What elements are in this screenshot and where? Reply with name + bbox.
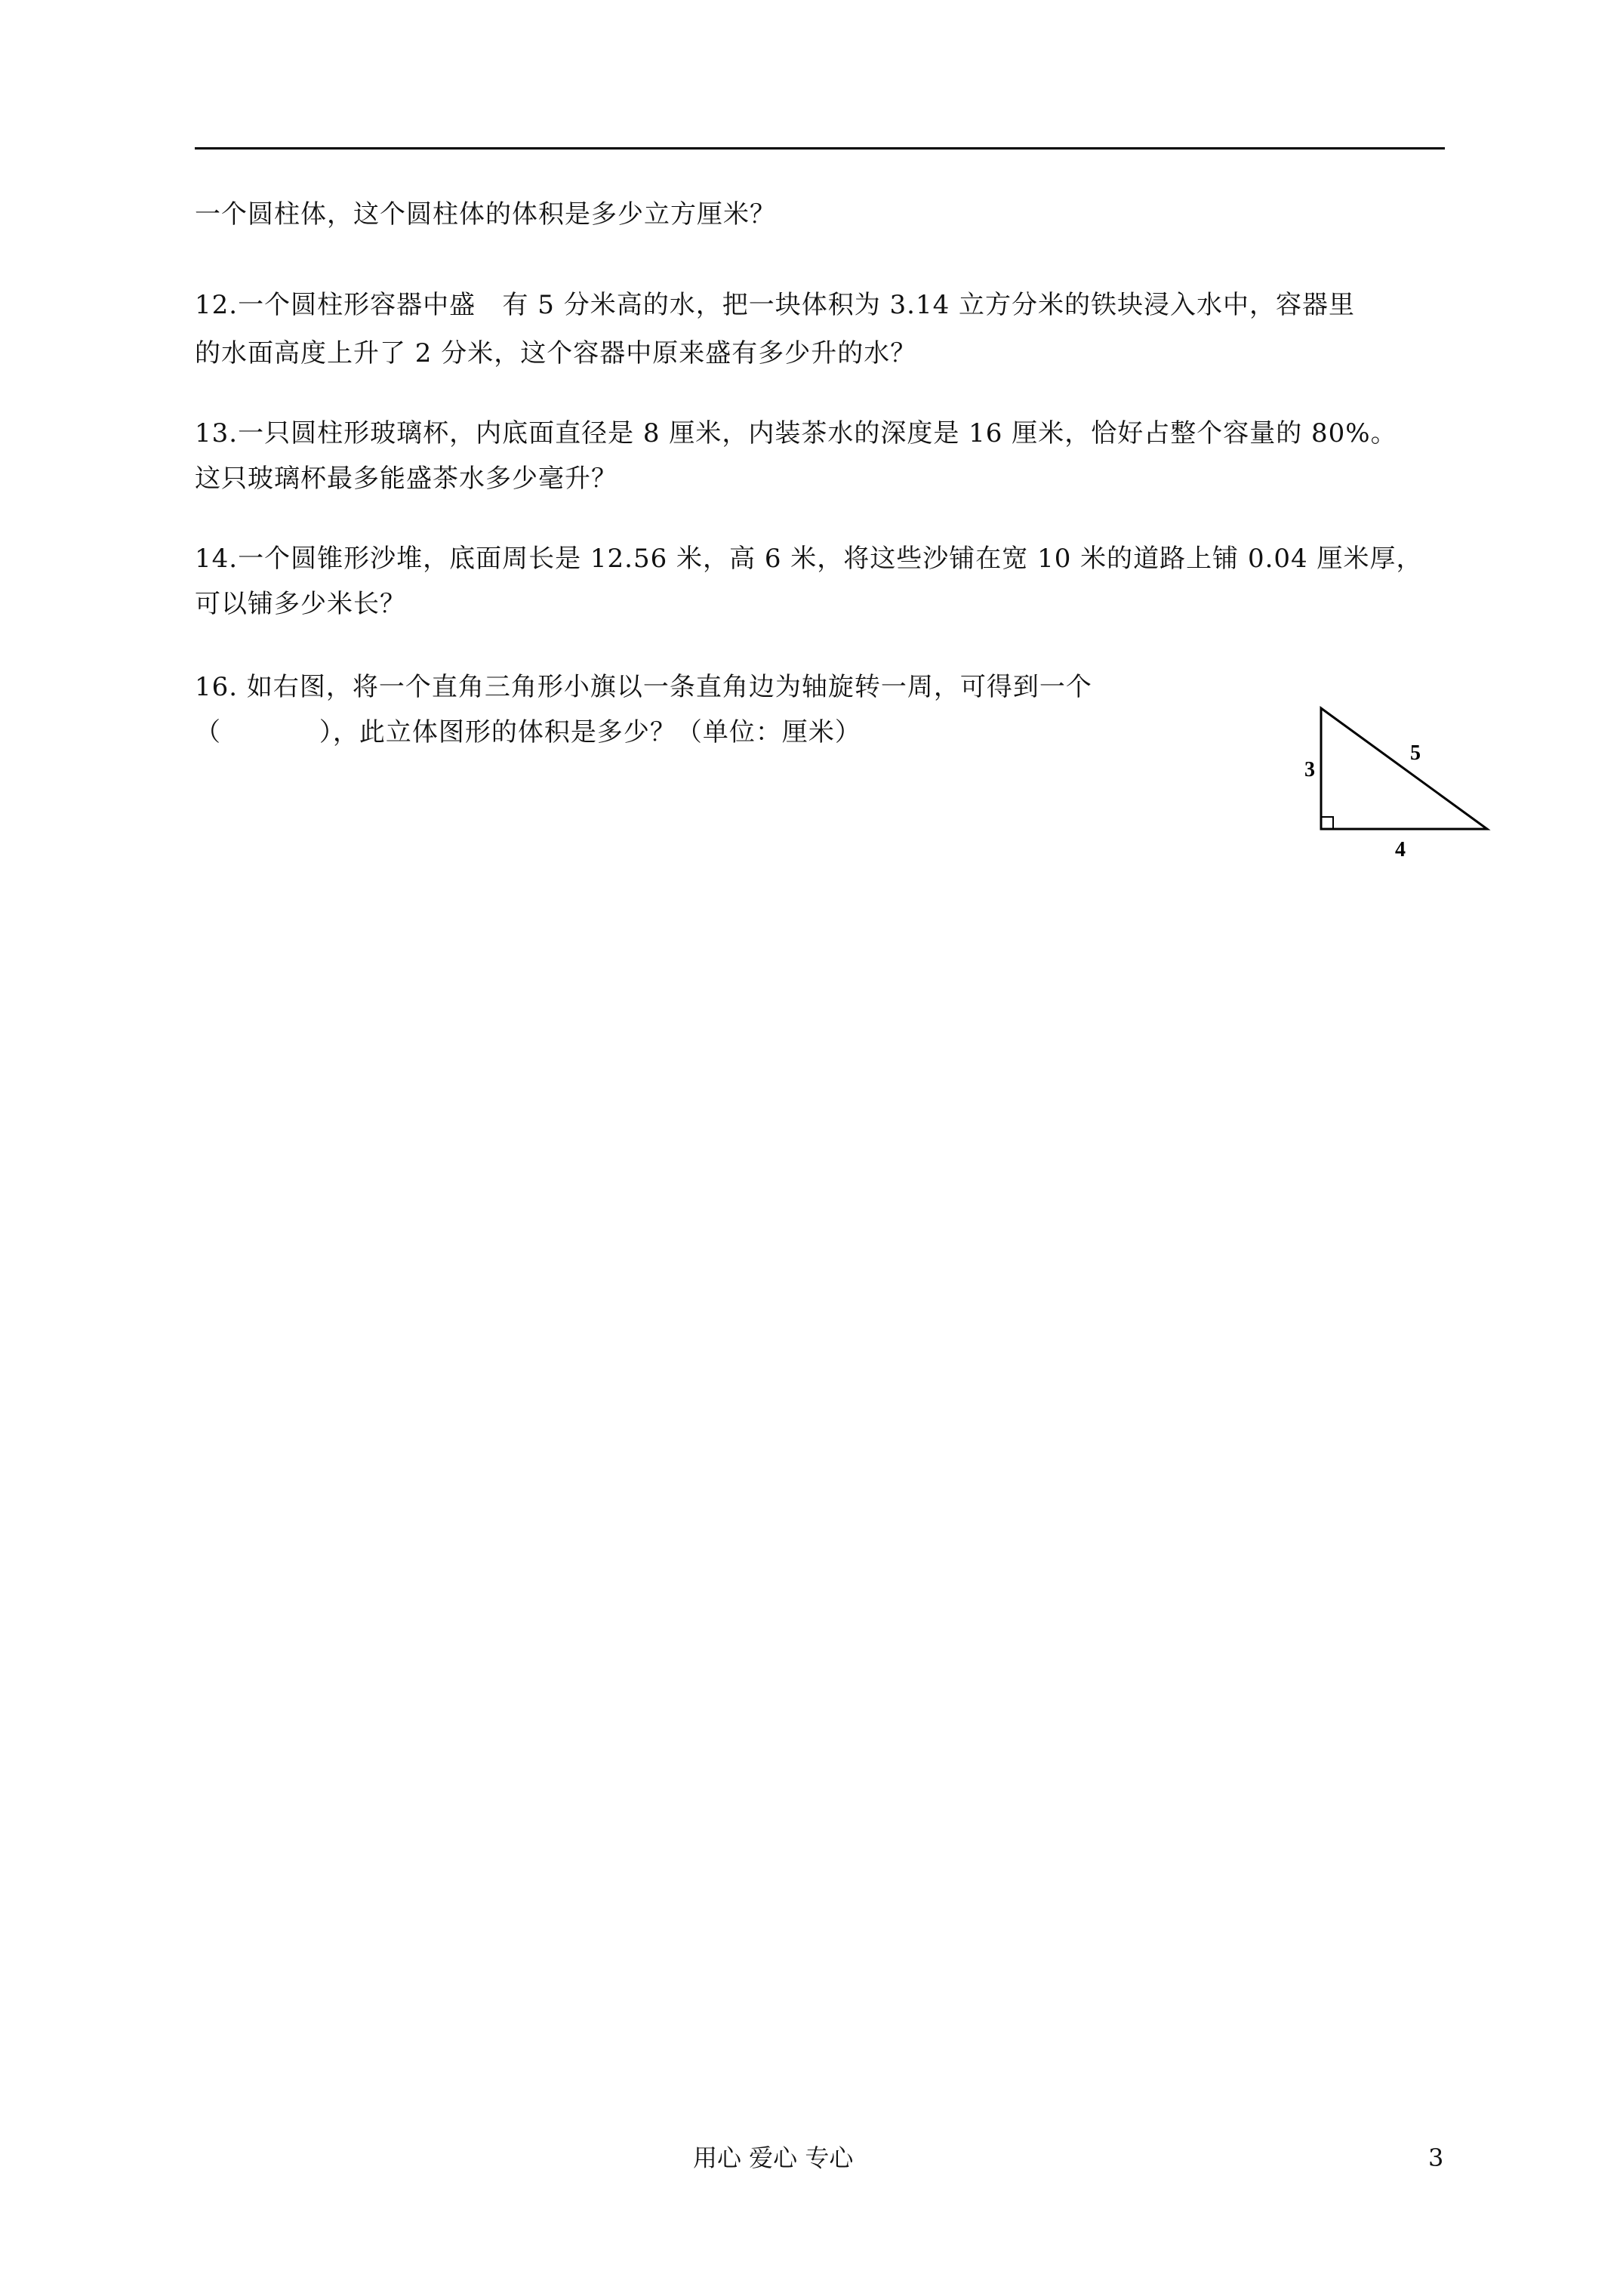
header-rule xyxy=(195,147,1445,149)
problem-12-line-2: 的水面高度上升了 2 分米，这个容器中原来盛有多少升的水？ xyxy=(195,338,917,368)
problem-14-line-1: 14.一个圆锥形沙堆，底面周长是 12.56 米，高 6 米，将这些沙铺在宽 10 米的道路上铺 0.04 厘米厚， xyxy=(195,544,1423,574)
problem-11-continuation: 一个圆柱体，这个圆柱体的体积是多少立方厘米？ xyxy=(195,199,776,230)
label-side-4: 4 xyxy=(1395,838,1406,861)
problem-12-line-1: 12.一个圆柱形容器中盛 有 5 分米高的水，把一块体积为 3.14 立方分米的铁块浸入水中，容器里 xyxy=(195,290,1356,320)
problem-16-line-1: 16. 如右图，将一个直角三角形小旗以一条直角边为轴旋转一周，可得到一个 xyxy=(195,672,1092,702)
label-side-3: 3 xyxy=(1304,758,1315,781)
right-angle-marker xyxy=(1321,817,1333,829)
right-triangle-figure xyxy=(1283,695,1510,876)
footer-motto: 用心 爱心 专心 xyxy=(693,2143,854,2172)
triangle-outline xyxy=(1321,708,1487,829)
label-hypotenuse-5: 5 xyxy=(1410,741,1421,765)
problem-13-line-1: 13.一只圆柱形玻璃杯，内底面直径是 8 厘米，内装茶水的深度是 16 厘米，恰好占整个容量的 80%。 xyxy=(195,418,1397,448)
problem-16-line-2: （ ），此立体图形的体积是多少？（单位：厘米） xyxy=(195,717,861,747)
page-number: 3 xyxy=(1428,2143,1444,2172)
problem-14-line-2: 可以铺多少米长？ xyxy=(195,589,406,619)
problem-13-line-2: 这只玻璃杯最多能盛茶水多少毫升？ xyxy=(195,464,617,494)
